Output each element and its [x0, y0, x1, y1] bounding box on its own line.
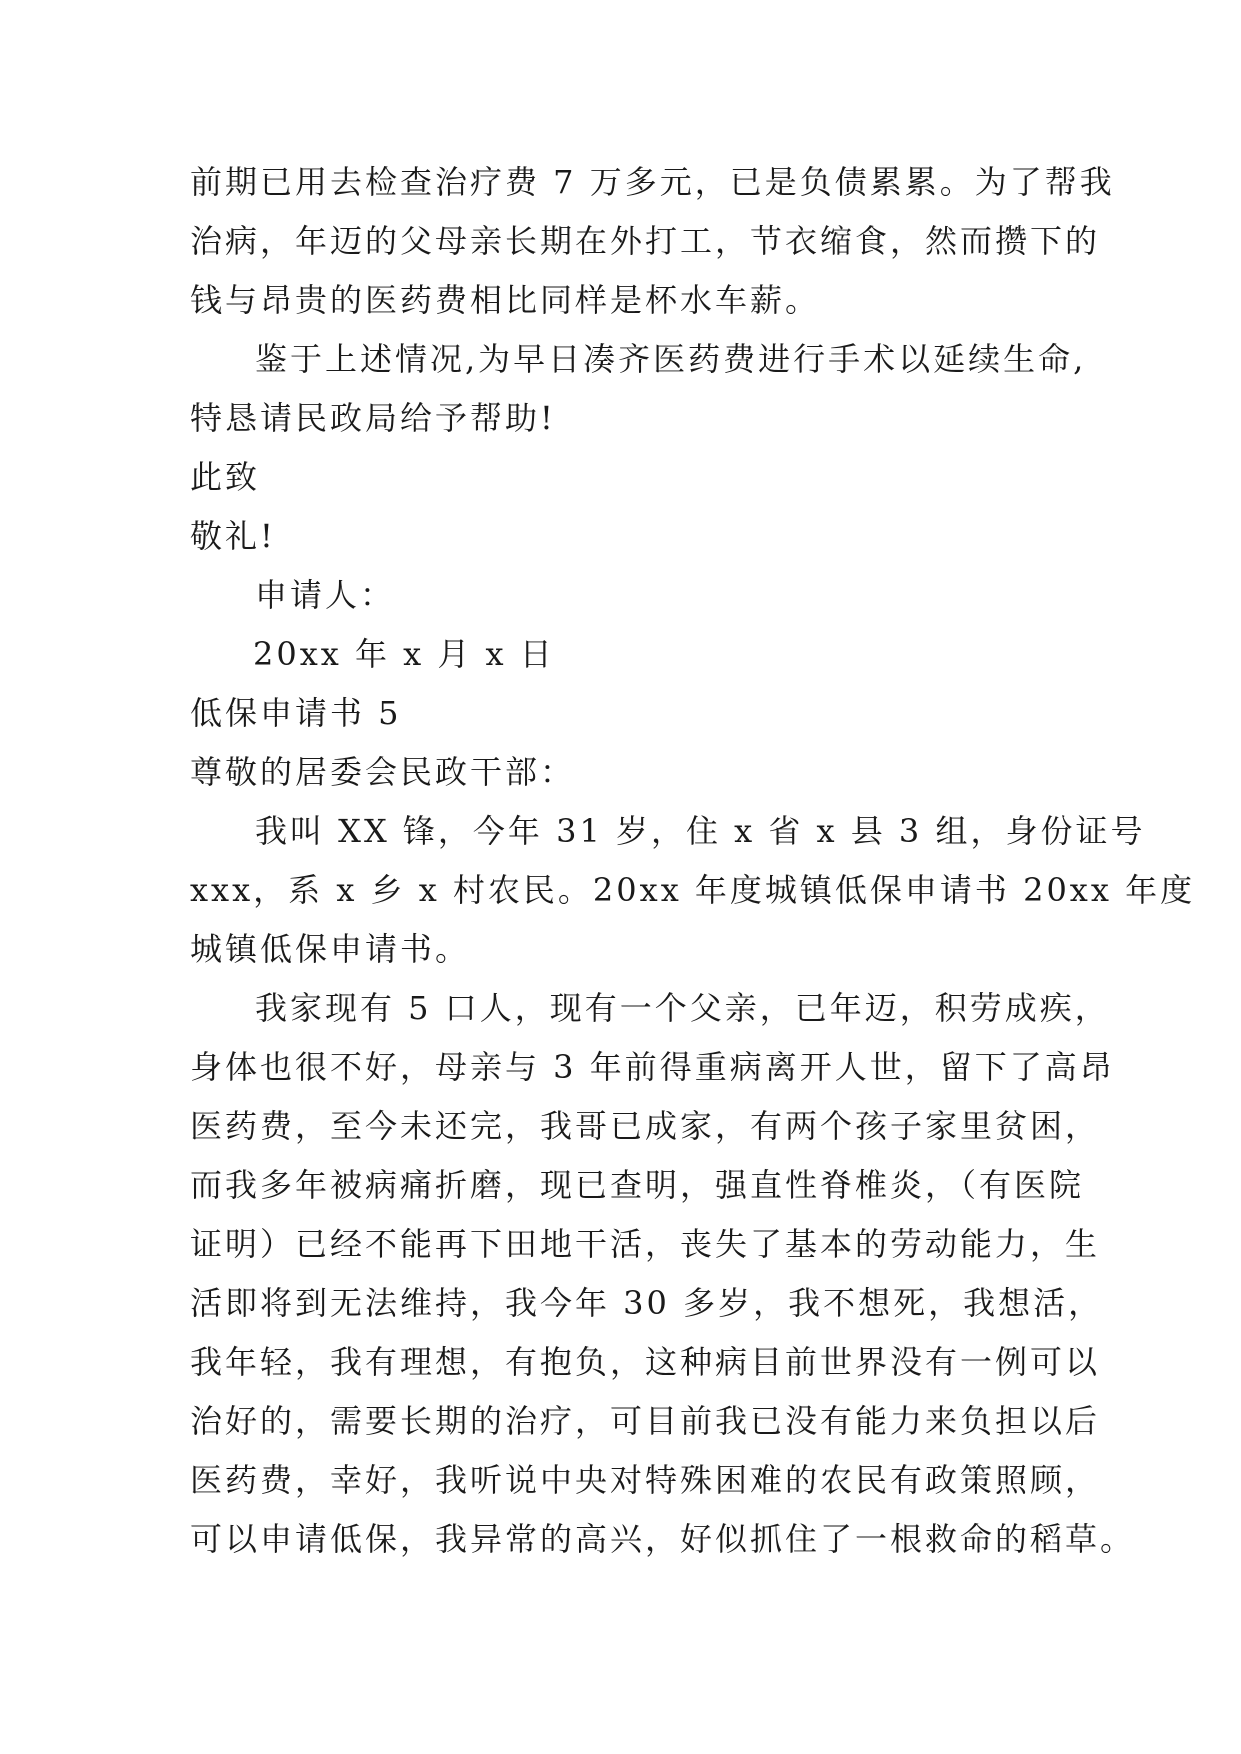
paragraph-line: 证明）已经不能再下田地干活，丧失了基本的劳动能力，生	[190, 1225, 1101, 1263]
letter-greeting: 尊敬的居委会民政干部：	[190, 753, 576, 791]
paragraph-line: 钱与昂贵的医药费相比同样是杯水车薪。	[190, 281, 821, 319]
closing-regards: 敬礼!	[190, 517, 276, 555]
paragraph-line: 医药费，幸好，我听说中央对特殊困难的农民有政策照顾，	[190, 1461, 1101, 1499]
paragraph-line: 治好的，需要长期的治疗，可目前我已没有能力来负担以后	[190, 1402, 1101, 1440]
paragraph-line: 我叫 XX 锋，今年 31 岁，住 x 省 x 县 3 组，身份证号	[255, 812, 1146, 850]
paragraph-line: 前期已用去检查治疗费 7 万多元，已是负债累累。为了帮我	[190, 163, 1115, 201]
paragraph-line: 我家现有 5 口人，现有一个父亲，已年迈，积劳成疾，	[255, 989, 1110, 1027]
paragraph-line: 而我多年被病痛折磨，现已查明，强直性脊椎炎，（有医院	[190, 1166, 1085, 1204]
paragraph-line: 活即将到无法维持，我今年 30 多岁，我不想死，我想活，	[190, 1284, 1104, 1322]
paragraph-line: 医药费，至今未还完，我哥已成家，有两个孩子家里贫困，	[190, 1107, 1101, 1145]
date-line: 20xx 年 x 月 x 日	[253, 635, 555, 673]
section-title: 低保申请书 5	[190, 694, 402, 732]
paragraph-line: xxx，系 x 乡 x 村农民。20xx 年度城镇低保申请书 20xx 年度	[190, 871, 1196, 909]
paragraph-line: 可以申请低保，我异常的高兴，好似抓住了一根救命的稻草。	[190, 1520, 1136, 1558]
paragraph-line: 身体也很不好，母亲与 3 年前得重病离开人世，留下了高昂	[190, 1048, 1115, 1086]
paragraph-line: 鉴于上述情况,为早日凑齐医药费进行手术以延续生命,	[255, 340, 1087, 378]
applicant-label: 申请人：	[255, 576, 396, 614]
paragraph-line: 我年轻，我有理想，有抱负，这种病目前世界没有一例可以	[190, 1343, 1101, 1381]
paragraph-line: 特恳请民政局给予帮助!	[190, 399, 556, 437]
paragraph-line: 城镇低保申请书。	[190, 930, 471, 968]
paragraph-line: 治病，年迈的父母亲长期在外打工，节衣缩食，然而攒下的	[190, 222, 1101, 260]
closing-salutation: 此致	[190, 458, 261, 496]
